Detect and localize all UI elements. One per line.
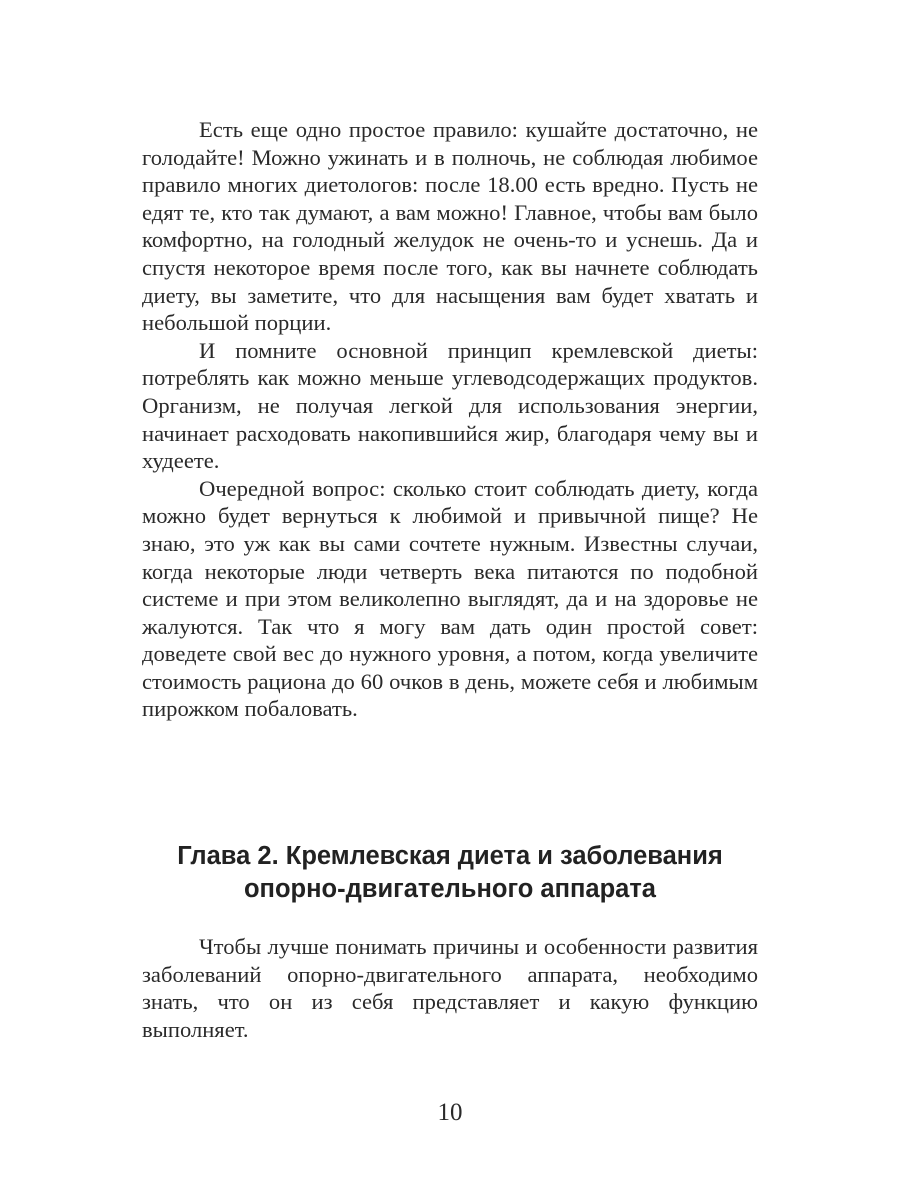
chapter-title-line-2: опорно-двигательного аппарата <box>243 875 656 903</box>
body-text-bottom <box>142 933 758 1043</box>
chapter-title-line-1: Глава 2. Кремлевская диета и заболевания <box>177 842 723 870</box>
paragraph-rule-not-starving: Есть еще одно простое правило: кушайте достаточно, не голодайте! Можно ужинать и в полночь, не соблюдая любимое правило многих диетологов: после 18.00 есть вредно. Пусть не едят те, кто так думают, а вам можно! Главное, чтобы вам было комфортно, на голодный желудок не очень-то и уснешь. Да и спустя некоторое время после того, как вы начнете соблюдать диету, вы заметите, что для насыщения вам будет хватать и небольшой порции. <box>142 117 758 336</box>
paragraph-diet-duration: Очередной вопрос: сколько стоит соблюдать диету, когда можно будет вернуться к любимой и привычной пище? Не знаю, это уж как вы сами сочтете нужным. Известны случаи, когда некоторые люди четверть века питаются по подобной системе и при этом великолепно выглядят, да и на здоровье не жалуются. Так что я могу вам дать один простой совет: доведете свой вес до нужного уровня, а потом, когда увеличите стоимость рациона до 60 очков в день, можете себя и любимым пирожком побаловать. <box>142 475 758 722</box>
chapter-title <box>100 840 800 906</box>
body-text-top <box>142 116 758 723</box>
paragraph-chapter-intro: Чтобы лучше понимать причины и особенности развития заболеваний опорно-двигательного аппарата, необходимо знать, что он из себя представляет и какую функцию выполняет. <box>142 934 758 1042</box>
paragraph-main-principle: И помните основной принцип кремлевской диеты: потреблять как можно меньше углеводсодержащих продуктов. Организм, не получая легкой для использования энергии, начинает расходовать накопившийся жир, благодаря чему вы и худеете. <box>142 337 758 474</box>
page-number: 10 <box>437 1099 463 1126</box>
